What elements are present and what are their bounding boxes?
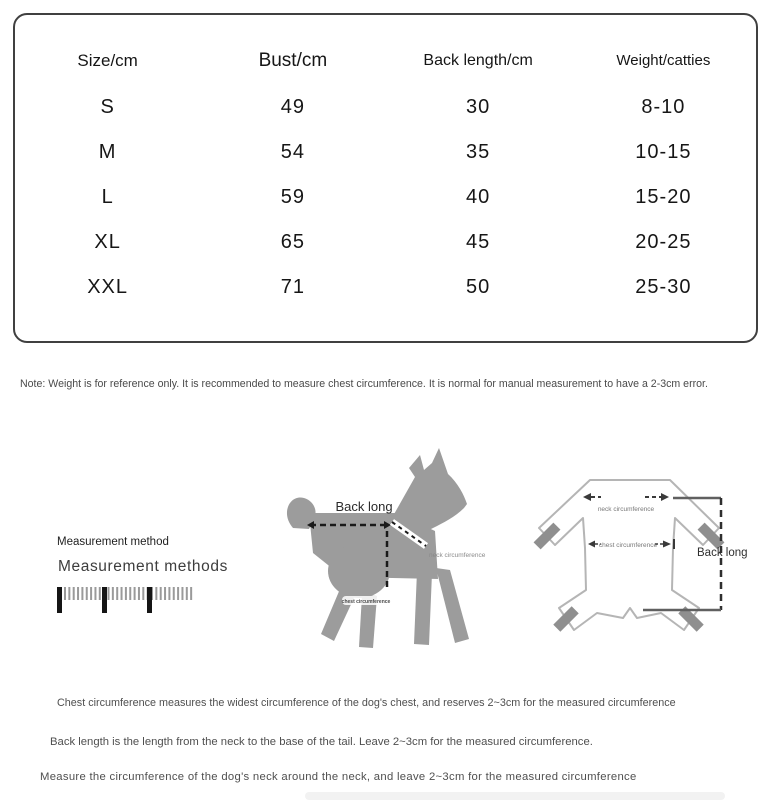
table-cell-back: 50: [466, 276, 491, 298]
table-cell-bust: 71: [280, 276, 305, 298]
garment-back-long-label: Back long: [697, 547, 748, 559]
table-cell-size: M: [98, 141, 117, 163]
table-cell-bust: 59: [280, 186, 305, 208]
garment-chest-label: chest circumference: [598, 542, 658, 549]
table-cell-size: S: [100, 96, 115, 118]
size-table-header-back: Back length/cm: [423, 52, 533, 69]
next-section-edge: [305, 792, 725, 800]
measurement-title-small: Measurement method: [57, 536, 169, 548]
size-table: [15, 15, 756, 310]
description-back-length: Back length is the length from the neck to the base of the tail. Leave 2~3cm for the measured circumference.: [50, 736, 593, 748]
garment-outline-icon: [539, 480, 719, 630]
table-cell-bust: 49: [280, 96, 305, 118]
dog-silhouette-icon: [287, 448, 469, 648]
table-cell-size: XL: [94, 231, 121, 253]
dog-back-long-label: Back long: [335, 499, 393, 514]
ruler-icon: [55, 587, 195, 615]
table-cell-size: L: [101, 186, 114, 208]
size-table-header-weight: Weight/catties: [616, 52, 711, 69]
table-cell-back: 45: [466, 231, 491, 253]
table-cell-weight: 15-20: [635, 186, 692, 208]
table-cell-weight: 10-15: [635, 141, 692, 163]
table-cell-weight: 8-10: [641, 96, 686, 118]
table-cell-back: 35: [466, 141, 491, 163]
size-table-header-bust: Bust/cm: [258, 50, 328, 71]
measurement-title-large: Measurement methods: [58, 558, 228, 575]
size-table-card: [13, 13, 758, 343]
garment-diagram: [533, 452, 776, 657]
description-chest: Chest circumference measures the widest circumference of the dog's chest, and reserves 2~3cm for the measured circumference: [57, 697, 676, 709]
note-text: Note: Weight is for reference only. It is recommended to measure chest circumference. It is normal for manual measurement to have a 2-3cm error.: [20, 378, 708, 390]
table-cell-size: XXL: [87, 276, 129, 298]
dog-neck-label: neck circumference: [429, 552, 486, 559]
table-cell-back: 30: [466, 96, 491, 118]
table-cell-weight: 20-25: [635, 231, 692, 253]
dog-diagram: [283, 443, 513, 653]
garment-neck-label: neck circumference: [597, 506, 655, 513]
table-cell-weight: 25-30: [635, 276, 692, 298]
description-neck: Measure the circumference of the dog's neck around the neck, and leave 2~3cm for the measured circumference: [40, 771, 637, 783]
size-table-header-size: Size/cm: [77, 51, 138, 70]
dog-chest-label: chest circumference: [341, 599, 391, 605]
table-cell-back: 40: [466, 186, 491, 208]
table-cell-bust: 65: [280, 231, 305, 253]
table-cell-bust: 54: [280, 141, 305, 163]
